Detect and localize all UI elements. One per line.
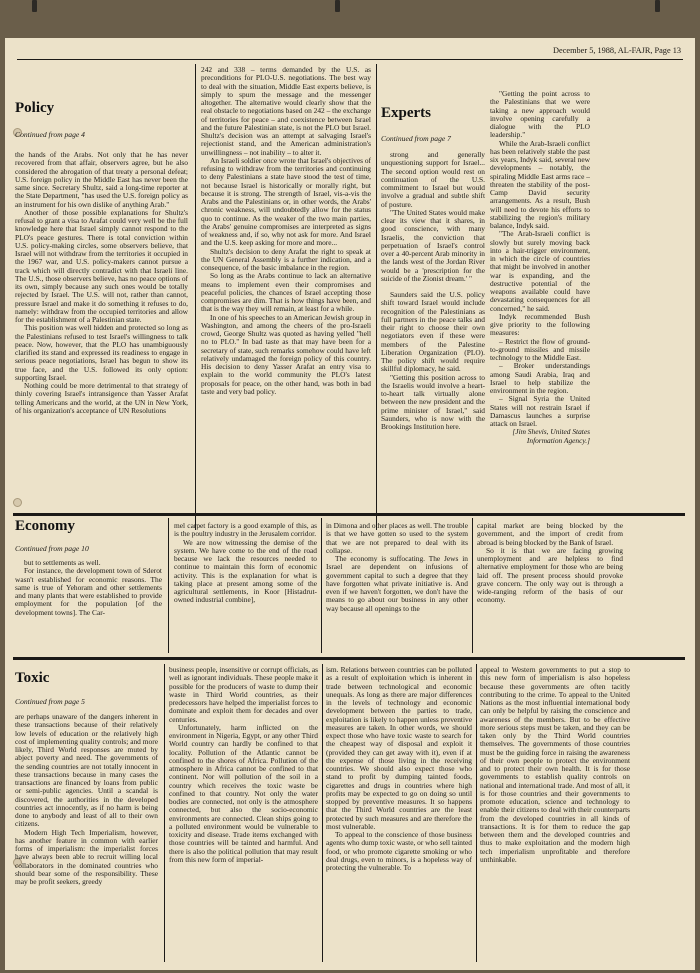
paragraph: To appeal to the conscience of those business agents who dump toxic waste, or who sell tainted food, or who promote cigarette smoking or who deal drugs, even to minors, is a hopeless way of protecting the vulnerable. To xyxy=(326,830,472,872)
paragraph: Indyk recommended Bush give priority to the following measures: xyxy=(490,311,590,338)
experts-column-1 xyxy=(381,151,485,529)
toxic-column-1 xyxy=(15,713,158,961)
section-divider xyxy=(13,513,685,516)
paragraph: – Restrict the flow of ground-to-ground missiles and missile technology to the Middle East. xyxy=(490,336,590,362)
paragraph: capital market are being blocked by the government, and the import of credit from abroad is being blocked by the Bank of Israel. xyxy=(477,522,623,547)
paragraph: The economy is suffocating. The Jews in Israel are dependent on infusions of government capital to such a degree that they have forgotten what private initiative is. And even if we haven't forgotten, we don't have the means to go about our business in any other way because all openings to the xyxy=(326,554,468,613)
paragraph: appeal to Western governments to put a stop to this new form of imperialism is also hopeless because these governments are often tacitly contributing to the crime. To appeal to the United Nations as the most influential international body can only be helpful by raising the conscience and awareness of the members. But to be effective more serious steps must be taken, and they can be taken only by the Third World countries themselves. The governments of those countries must be the guiding force in raising the awareness of their own people to protect the environment and to protect their own health. It is for those governments to establish quality controls on national and international trade. And most of all, it is for those countries and their governments to promote education, science and technology to enable their citizens to deal with their counterparts from the developed countries in all kinds of transactions. It is for them to reduce the gap between them and the developed countries and thus to make exploitation and the modern high tech imperialism unprofitable and therefore unthinkable. xyxy=(480,666,630,864)
economy-headline: Economy xyxy=(15,518,75,534)
policy-column-2 xyxy=(201,66,371,530)
paragraph: In one of his speeches to an American Jewish group in Washington, and among the cheers of the pro-Israeli crowd, George Shultz was quoted as having yelled "hell no to PLO." In bad taste as that may have been for a secretary of state, such remarks somehow could have left relatively undamaged the foreign policy of this country. His decision to deny Yasser Arafat an entry visa to explain to the world community the PLO's latest proposals for peace, on the other hand, was both in bad taste and very bad policy. xyxy=(201,312,371,396)
paragraph: While the Arab-Israeli conflict has been relatively stable the past six years, Indyk said, several new developments – notably, the spiraling Middle East arms race – threaten the stability of the post-Camp David security arrangements. As a result, Bush will need to devote his efforts to stabilizing the region's military balance, Indyk said. xyxy=(490,138,590,230)
binder-clip xyxy=(32,0,37,12)
column-rule xyxy=(168,518,169,653)
paragraph: ism. Relations between countries can be polluted as a result of exploitation which is inherent in trade between technological and economic unequals. As long as there are major differences in the levels of technology and economic development between the parties to trade, exploitation is likely to happen unless preventive measures are taken. In other words, we should expect those who have toxic waste to search for the cheapest way of disposal and exploit it (provided they can get away with it), even if at the expense of those living in the receiving countries. We should also expect those who stand to profit by dumping tainted foods, cigarettes and drugs in countries where high profits may be expected to go on doing so until stopped by preventive measures. It so happens that the Third World countries are the least protected by such measures and are therefore the most vulnerable. xyxy=(326,666,472,831)
paragraph: So it is that we are facing growing unemployment and are helpless to find alternative employment for those who are being laid off. The present process should provoke grave concern. The only way out is through a wide-ranging reform of the basis of our economy. xyxy=(477,545,623,605)
toxic-column-3 xyxy=(326,666,472,962)
paragraph: but to settlements as well. xyxy=(24,559,101,567)
newspaper-page xyxy=(5,38,695,970)
column-rule xyxy=(321,518,322,653)
economy-column-1 xyxy=(15,559,162,657)
paragraph: mel carpet factory is a good example of this, as is the poultry industry in the Jerusalem corridor. xyxy=(174,522,317,539)
paragraph: This position was well hidden and protected so long as the Palestinians refused to test Israel's willingness to talk peace. Now, however, that the PLO has unambiguously clarified its stand and expressed its readiness to engage in serious peace negotiations, Israel has begun to show its true face, and the U.S. followed its only option: supporting Israel. xyxy=(15,323,188,382)
experts-column-2 xyxy=(490,90,590,538)
paragraph: So long as the Arabs continue to lack an alternative means to implement even their compromises and peaceful policies, the chances of Israel accepting those compromises are dim. That is how things have been, and that is the way they will remain, at least for a while. xyxy=(201,271,371,314)
paragraph: Another of those possible explanations for Shultz's refusal to grant a visa to Arafat could very well be the full knowledge here that Israel simply cannot respond to the PLO's peace gestures. There is total conviction within U.S. policy-making circles, some observers believe, that Israel will not withdraw from the territories it occupied in the 1967 war, and U.S. policy-makers cannot pursue a track which will directly contradict with that Israeli line. The U.S., those observers believe, has no peace options of its own, simply because any such ones would be totally rejected by Israel. The U.S. will not, rather than cannot, pressure Israel and make it do something it refuses to do, namely: withdraw from the occupied territories and allow for the establishment of a Palestinian state. xyxy=(15,207,188,324)
column-rule xyxy=(476,664,477,962)
paragraph: – Signal Syria the United States will not restrain Israel if Damascus launches a surprise attack on Israel. xyxy=(490,394,590,428)
paragraph: We are now witnessing the demise of the system. We have come to the end of the road because we lack the resources needed to continue to maintain this form of economic activity. This is the explanation for what is taking place at present among some of the agricultural settlements, in Koor [Histadrut-owned industrial combine], xyxy=(174,537,317,605)
column-rule xyxy=(164,664,165,962)
paragraph: "The Arab-Israeli conflict is slowly but surely moving back into a hair-trigger environment, in which the circle of countries that might be involved in another war is expanding, and the destructive potential of the weapons available could have devastating consequences for all concerned," he said. xyxy=(490,229,590,313)
page-header: December 5, 1988, AL-FAJR, Page 13 xyxy=(553,46,681,55)
paragraph: the hands of the Arabs. Not only that he has never recovered from that affair, observers agree, but he also considered the abrogation of that treaty a personal defeat; U.S. foreign policy in the Middle East has never been the same since. Secretary Shultz, said a long-time reporter at the State Department, "has used the U.S. foreign policy as an instrument for his own dislike of anything Arab." xyxy=(15,151,188,209)
paragraph: strong and generally unquestioning support for Israel... The second option would rest on continuation of the U.S. commitment to Israel but would involve a gradual and subtle shift of posture. xyxy=(381,151,485,209)
binder-clip xyxy=(335,0,340,12)
column-rule xyxy=(195,64,196,530)
byline: [Jim Shevis, United States Information Agency.] xyxy=(512,427,590,445)
header-rule xyxy=(17,59,683,60)
paragraph: "The United States would make clear its view that it shares, in good conscience, with many Israelis, the conviction that perpetuation of Israel's control over a 40-percent Arab minority in the lands west of the Jordan River would be a 'prescription for the suicide of the Zionist dream.' " xyxy=(381,207,485,283)
policy-column-1 xyxy=(15,151,188,529)
policy-headline: Policy xyxy=(15,100,55,116)
paragraph: Unfortunately, harm inflicted on the environment in Nigeria, Egypt, or any other Third World country can hardly be confined to that locality. Pollution of the Atlantic cannot be confined to the shores of Africa. Pollution of the atmosphere in Africa cannot be confined to that continent. Nor will pollution of the soil in a country which receives the toxic waste be confined to that country. Not only the water bodies are connected, not only is the atmosphere connected, but also the socio-economic environments are connected. Clean ships going to a polluted environment would be vulnerable to toxicity and disease. Trade items exchanged with those countries will be tainted and harmful. And there is also the political pollution that may result from this new form of imperial- xyxy=(169,722,318,864)
paragraph: 242 and 338 – terms demanded by the U.S. as preconditions for PLO-U.S. negotiations. The best way to deal with the situation, Middle East experts believe, is simply to spurn the message and the messenger altogether. The alternative would clearly show that the real obstacle to negotiations based on 242 – the exchange of territories for peace – and coexistence between Israel and the future Palestinian state, is not the PLO but Israel. Shultz's decision was an attempt at salvaging Israel's rejectionist stand, and the American administration's unwillingness – not inability – to alter it. xyxy=(201,66,371,157)
toxic-headline: Toxic xyxy=(15,670,50,686)
column-rule xyxy=(472,518,473,653)
toxic-column-4 xyxy=(480,666,630,962)
economy-continued-note: Continued from page 10 xyxy=(15,544,89,553)
column-rule xyxy=(322,664,323,962)
experts-continued-note: Continued from page 7 xyxy=(381,134,451,143)
paragraph: – Broker understandings among Saudi Arabia, Iraq and Israel to help stabilize the environment in the region. xyxy=(490,361,590,395)
economy-column-4 xyxy=(477,522,623,653)
toxic-column-2 xyxy=(169,666,318,962)
paragraph: "Getting this position across to the Israelis would involve a heart-to-heart talk virtually alone between the new president and the prime minister of Israel," said Saunders, who is now with the Brookings Institution here. xyxy=(381,372,485,431)
paragraph: in Dimona and other places as well. The trouble is that we have gotten so used to the system that we are not prepared to deal with its collapse. xyxy=(326,522,468,555)
economy-column-3 xyxy=(326,522,468,653)
column-rule xyxy=(376,64,377,530)
paragraph: Shultz's decision to deny Arafat the right to speak at the UN General Assembly is a further indication, and a consequence, of the basic imbalance in the region. xyxy=(201,246,371,272)
policy-continued-note: Continued from page 4 xyxy=(15,130,85,139)
paragraph: Saunders said the U.S. policy shift toward Israel would include recognition of the Palestinians as full partners in the peace talks and their right to choose their own negotiators even if these were members of the Palestine Liberation Organization (PLO). The policy shift would require skillful diplomacy, he said. xyxy=(381,290,485,374)
paragraph: "Getting the point across to the Palestinians that we were taking a new approach would involve opening carefully a dialogue with the PLO leadership." xyxy=(490,90,590,140)
paragraph: are perhaps unaware of the dangers inherent in these transactions because of their relatively low levels of education or the relatively high cost of implementing quality controls; and more likely, Third World responses are muted by abject poverty and need. The governments of the sending countries are not totally innocent in these transactions because in many cases the transactions are financed by loans from public or semi-public agencies. Until a scandal is discovered, the authorities in the developed countries act innocently, as if no harm is being done to anybody and least of all to their own citizens. xyxy=(15,713,158,829)
economy-column-2 xyxy=(174,522,317,653)
section-divider xyxy=(13,657,685,660)
paragraph: For instance, the development town of Sderot wasn't established for economic reasons. The same is true of Yehoram and other settlements and many plants that were established to provide employment for the population [of the development towns]. The Car- xyxy=(15,566,162,617)
paragraph: Nothing could be more detrimental to that strategy of thinly covering Israel's intransigence than Yasser Arafat telling Americans and the world, at the UN in New York, of his organization's acceptance of UN Resolutions xyxy=(15,381,188,415)
paragraph: An Israeli soldier once wrote that Israel's objectives of refusing to withdraw from the territories and continuing to deny Palestinians a state have stood the test of time, not because Israel is historically or morally right, but because it is strong. The strength of Israel, vis-a-vis the Arabs and the Palestinians or, in other words, the Arabs' chronic weakness, will undoubtedly allow for the status quo to continue. As the weaker of the two main parties, the Arabs' genuine compromises are interpreted as signs of weakness and, if so, why not ask for more. And Israel and the U.S. keep asking for more and more... xyxy=(201,155,371,248)
experts-headline: Experts xyxy=(381,105,431,121)
paragraph: Modern High Tech Imperialism, however, has another feature in common with earlier forms of imperialism: the imperialist forces have always been able to recruit willing local collaborators in the dominated countries who should bear some of the responsibility. These may be profit seekers, greedy xyxy=(15,827,158,886)
binder-clip xyxy=(655,0,660,12)
toxic-continued-note: Continued from page 5 xyxy=(15,697,85,706)
paragraph: business people, insensitive or corrupt officials, as well as ignorant individuals. These people make it possible for the producers of waste to dump their waste in Third World countries, as their predecessors have helped the imperialist forces to dominate and exploit them for decades and over centuries. xyxy=(169,666,318,724)
